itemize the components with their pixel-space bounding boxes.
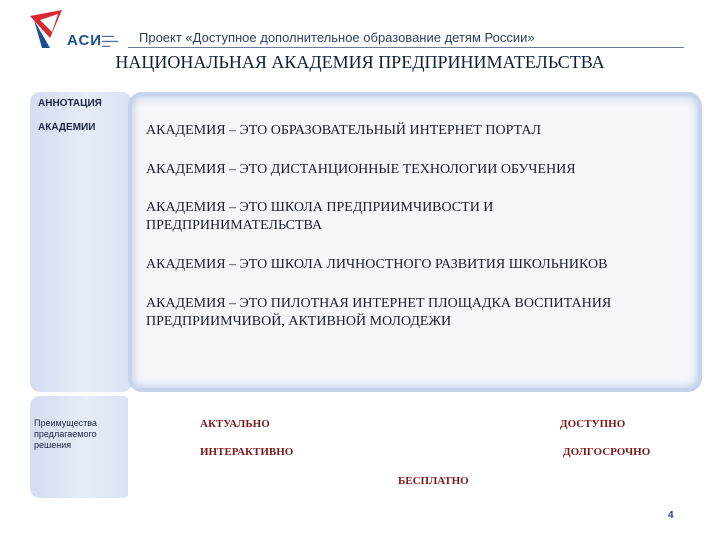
academy-item-2: АКАДЕМИЯ – ЭТО ДИСТАНЦИОННЫЕ ТЕХНОЛОГИИ ОБУЧЕНИЯ bbox=[146, 162, 576, 177]
header-divider bbox=[128, 47, 684, 48]
footer-area bbox=[28, 500, 698, 534]
keyword-interactive: ИНТЕРАКТИВНО bbox=[200, 446, 294, 458]
project-subtitle: Проект «Доступное дополнительное образование детям России» bbox=[139, 30, 535, 45]
keyword-free: БЕСПЛАТНО bbox=[398, 475, 469, 487]
sidebar-panel-top bbox=[30, 92, 132, 392]
keyword-actual: АКТУАЛЬНО bbox=[200, 418, 270, 430]
sidebar-annotation-label: АННОТАЦИЯ bbox=[38, 98, 102, 109]
asi-logo bbox=[28, 8, 138, 54]
sidebar-academy-label: АКАДЕМИИ bbox=[38, 122, 96, 133]
academy-item-3: АКАДЕМИЯ – ЭТО ШКОЛА ПРЕДПРИИМЧИВОСТИ И ПРЕДПРИНИМАТЕЛЬСТВА bbox=[146, 200, 494, 233]
academy-item-5: АКАДЕМИЯ – ЭТО ПИЛОТНАЯ ИНТЕРНЕТ ПЛОЩАДКА ВОСПИТАНИЯ ПРЕДПРИИМЧИВОЙ, АКТИВНОЙ МОЛОДЕЖИ bbox=[146, 296, 612, 329]
sidebar-advantages-label: Преимущества предлагаемого решения bbox=[34, 418, 97, 450]
keyword-accessible: ДОСТУПНО bbox=[560, 418, 626, 430]
keyword-longterm: ДОЛГОСРОЧНО bbox=[563, 446, 651, 458]
academy-item-4: АКАДЕМИЯ – ЭТО ШКОЛА ЛИЧНОСТНОГО РАЗВИТИЯ ШКОЛЬНИКОВ bbox=[146, 257, 608, 272]
academy-item-1: АКАДЕМИЯ – ЭТО ОБРАЗОВАТЕЛЬНЫЙ ИНТЕРНЕТ ПОРТАЛ bbox=[146, 123, 541, 138]
logo-subtext: ▬▬▬ ▬▬▬▬ ▬▬ bbox=[102, 33, 118, 48]
page-title: НАЦИОНАЛЬНАЯ АКАДЕМИЯ ПРЕДПРИНИМАТЕЛЬСТВА bbox=[115, 52, 605, 72]
page-number: 4 bbox=[668, 510, 674, 521]
logo-text: АСИ bbox=[67, 32, 103, 49]
